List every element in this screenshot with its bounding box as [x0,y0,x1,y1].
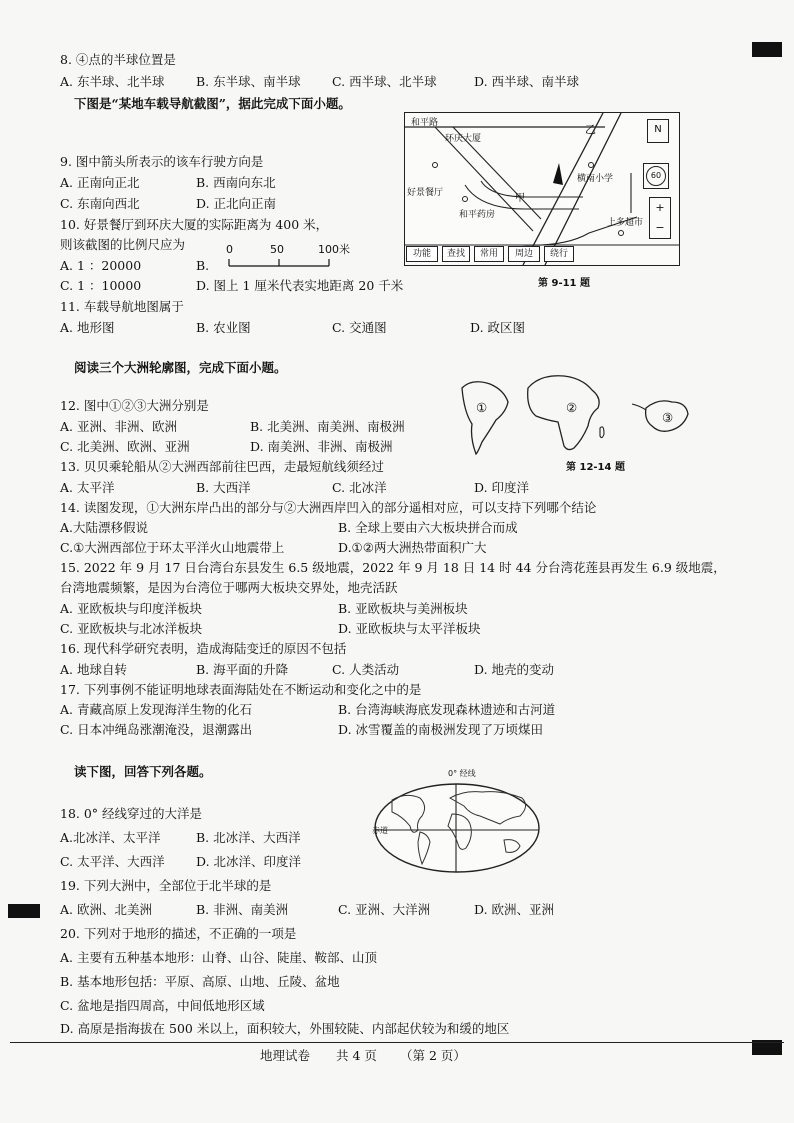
question-15-stem-line2: 台湾地震频繁，是因为台湾位于哪两大板块交界处，地壳活跃 [60,580,398,595]
registration-mark-top-right [752,42,782,57]
question-20-stem: 20. 下列对于地形的描述，不正确的一项是 [60,926,297,941]
question-8-option-c: C. 西半球、北半球 [332,74,437,89]
question-8-option-b: B. 东半球、南半球 [196,74,301,89]
question-11-option-a: A. 地形图 [60,320,115,335]
nav-button-function[interactable]: 功能 [406,246,438,262]
footer-subject: 地理试卷 [260,1048,311,1063]
point-yi-label: 乙 [585,123,596,136]
question-12-option-c: C. 北美洲、欧洲、亚洲 [60,439,190,454]
question-20-option-a: A. 主要有五种基本地形：山脊、山谷、陡崖、鞍部、山顶 [60,950,377,965]
question-19-option-a: A. 欧洲、北美洲 [60,902,152,917]
question-15-option-a: A. 亚欧板块与印度洋板块 [60,601,202,616]
north-indicator-icon [647,119,669,143]
question-18-option-d: D. 北冰洋、印度洋 [196,854,302,869]
question-12-option-b: B. 北美洲、南美洲、南极洲 [250,419,405,434]
question-14-option-c: C.①大洲西部位于环太平洋火山地震带上 [60,540,285,555]
question-11-option-b: B. 农业图 [196,320,251,335]
question-20-option-b: B. 基本地形包括：平原、高原、山地、丘陵、盆地 [60,974,340,989]
meridian-label: 0° 经线 [448,769,476,778]
question-15-stem-line1: 15. 2022 年 9 月 17 日台湾台东县发生 6.5 级地震，2022 年 9 月 18 日 14 时 44 分台湾花莲县再发生 6.9 级地震， [60,560,726,575]
scale-bar-label-100: 100米 [318,243,350,256]
question-16-stem: 16. 现代科学研究表明，造成海陆变迁的原因不包括 [60,641,347,656]
continent-1-outline [462,382,508,454]
question-10-stem-line2: 则该截图的比例尺应为 [60,237,186,252]
question-12-option-a: A. 亚洲、非洲、欧洲 [60,419,177,434]
restaurant-label: 好景餐厅 [407,188,444,198]
continent-outlines-figure [456,368,726,458]
question-18-option-b: B. 北冰洋、大西洋 [196,830,301,845]
question-19-option-c: C. 亚洲、大洋洲 [338,902,431,917]
question-10-stem-line1: 10. 好景餐厅到环庆大厦的实际距离为 400 米， [60,217,329,232]
footer-total-pages: 共 4 页 [336,1048,377,1063]
question-15-option-c: C. 亚欧板块与北冰洋板块 [60,621,203,636]
zoom-control[interactable] [649,197,671,239]
scale-bar-label-50: 50 [270,243,284,256]
question-8-stem: 8. ④点的半球位置是 [60,52,176,67]
question-14-stem: 14. 读图发现，①大洲东岸凸出的部分与②大洲西岸凹入的部分遥相对应，可以支持下列哪个结论 [60,500,597,515]
question-12-stem: 12. 图中①②③大洲分别是 [60,398,209,413]
nav-button-nearby[interactable]: 周边 [508,246,540,262]
footer-page-number: （第 2 页） [400,1048,466,1063]
continent-marker-1: ① [476,400,488,415]
footer-divider [10,1042,784,1043]
question-9-option-d: D. 正北向正南 [196,196,277,211]
section-intro-nav-map: 下图是“某地车载导航截图”，据此完成下面小题。 [74,96,351,111]
question-16-option-a: A. 地球自转 [60,662,127,677]
continent-marker-3: ③ [662,410,674,425]
question-10-option-c: C. 1 ：10000 [60,278,142,293]
question-15-option-d: D. 亚欧板块与太平洋板块 [338,621,481,636]
question-10-option-d: D. 图上 1 厘米代表实地距离 20 千米 [196,278,404,293]
speed-limit-sign-icon [643,163,669,189]
school-label: 横南小学 [577,174,614,184]
question-17-option-c: C. 日本冲绳岛涨潮淹没，退潮露出 [60,722,253,737]
world-map-figure [372,776,542,874]
question-20-option-c: C. 盆地是指四周高，中间低地形区域 [60,998,265,1013]
registration-mark-left [8,904,40,918]
question-19-option-b: B. 非洲、南美洲 [196,902,289,917]
zoom-in-button[interactable]: + [655,201,665,214]
question-13-option-c: C. 北冰洋 [332,480,387,495]
scale-bar-label-0: 0 [226,243,233,256]
section-intro-continents: 阅读三个大洲轮廓图，完成下面小题。 [74,360,287,375]
point-jia-label: 甲 [515,193,525,204]
question-16-option-d: D. 地壳的变动 [474,662,555,677]
continent-marker-2: ② [566,400,578,415]
continent-2-outline [528,376,599,450]
question-19-option-d: D. 欧洲、亚洲 [474,902,555,917]
question-8-option-a: A. 东半球、北半球 [60,74,165,89]
question-14-option-b: B. 全球上要由六大板块拼合而成 [338,520,518,535]
question-10-option-b: B. [196,258,210,273]
equator-label: 赤道 [372,826,388,835]
nav-button-search[interactable]: 查找 [442,246,470,262]
question-16-option-c: C. 人类活动 [332,662,400,677]
question-18-option-a: A.北冰洋、太平洋 [60,830,161,845]
question-11-option-c: C. 交通图 [332,320,387,335]
question-8-option-d: D. 西半球、南半球 [474,74,580,89]
question-17-option-b: B. 台湾海峡海底发现森林遗迹和古河道 [338,702,556,717]
navigation-map [404,112,680,266]
zoom-out-button[interactable]: − [655,221,665,234]
question-18-option-c: C. 太平洋、大西洋 [60,854,165,869]
nav-button-detour[interactable]: 绕行 [544,246,574,262]
road-heping-label: 和平路 [411,118,439,128]
continent-2-island [600,427,604,438]
question-11-stem: 11. 车载导航地图属于 [60,299,184,314]
question-12-option-d: D. 南美洲、非洲、南极洲 [250,439,393,454]
pharmacy-label: 和平药房 [459,210,496,220]
question-13-option-b: B. 大西洋 [196,480,251,495]
question-13-option-d: D. 印度洋 [474,480,530,495]
question-9-option-c: C. 东南向西北 [60,196,140,211]
question-17-option-d: D. 冰雪覆盖的南极洲发现了万顷煤田 [338,722,544,737]
supermarket-label: 上多超市 [607,218,644,228]
section-intro-world-map: 读下图，回答下列各题。 [74,764,212,779]
scale-bar [226,256,336,268]
question-18-stem: 18. 0° 经线穿过的大洋是 [60,806,203,821]
question-11-option-d: D. 政区图 [470,320,526,335]
speed-limit-value: 60 [646,166,666,186]
question-10-option-a: A. 1 ：20000 [60,258,142,273]
question-14-option-d: D.①②两大洲热带面积广大 [338,540,487,555]
question-15-option-b: B. 亚欧板块与美洲板块 [338,601,468,616]
question-9-option-b: B. 西南向东北 [196,175,276,190]
question-17-option-a: A. 青藏高原上发现海洋生物的化石 [60,702,252,717]
continents-caption: 第 12-14 题 [566,462,625,473]
north-label: N [654,124,662,135]
question-20-option-d: D. 高原是指海拔在 500 米以上，面积较大，外围较陡、内部起伏较为和缓的地区 [60,1021,510,1036]
building-label: 环庆大厦 [445,134,482,144]
question-16-option-b: B. 海平面的升降 [196,662,289,677]
nav-map-caption: 第 9-11 题 [538,278,590,289]
question-14-option-a: A.大陆漂移假说 [60,520,149,535]
question-9-option-a: A. 正南向正北 [60,175,140,190]
question-17-stem: 17. 下列事例不能证明地球表面海陆处在不断运动和变化之中的是 [60,682,422,697]
question-13-option-a: A. 太平洋 [60,480,115,495]
question-19-stem: 19. 下列大洲中，全部位于北半球的是 [60,878,272,893]
question-9-stem: 9. 图中箭头所表示的该车行驶方向是 [60,154,264,169]
continent-3-peninsula [632,404,646,410]
question-13-stem: 13. 贝贝乘轮船从②大洲西部前往巴西，走最短航线须经过 [60,459,384,474]
nav-button-common[interactable]: 常用 [474,246,504,262]
